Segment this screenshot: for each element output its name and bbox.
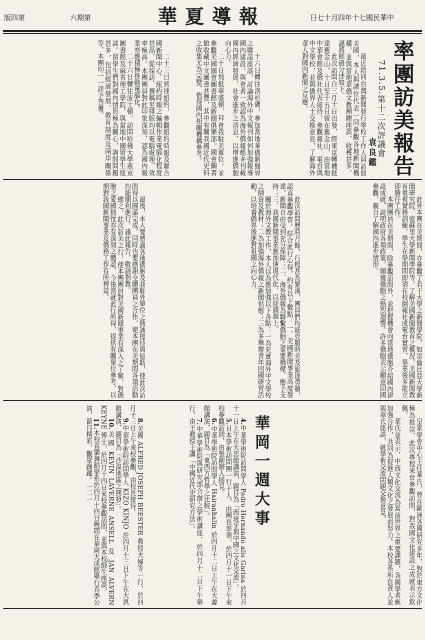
header-rule-thin	[3, 33, 422, 34]
paragraph: 二十三日到達紐約，參觀紐約時報及聯合國新聞中心。紐約時報之編輯作業電腦化程度甚高，從採訪、撰稿至排版均以電腦處理，效率極高。本團團員對此印象深刻，認為國內報業亦應積極推動電腦化。	[132, 40, 169, 176]
list-item: 7.中華學術院與研究部合辦之學術講座，於四月十二日下午舉行，由王教授主講「中國近代史研究方法」。	[187, 405, 203, 605]
news-list	[146, 405, 246, 605]
page-number: 版四第	[4, 14, 25, 22]
paragraph: 此次訪問歷時月餘，行程甚為緊湊，團員們均能克服時差及旅途勞頓，認真參觀學習。綜合此行心得，約有以下數點：一、美國新聞事業高度發達，新聞自由受到充分保障；二、海外僑報為聯繫僑胞之重要橋樑，應予支持；三、我國新聞事業應加速現代化，以迎頭趕上。	[271, 183, 300, 398]
paragraph: 總之，此次訪美之行，使本團團員對美國新聞事業有深入之了解，對僑胞之愛國熱忱亦有深刻之體認。今後當就此行所得，提供有關單位參考，以期對我國新聞事業及僑務工作有所裨益。	[101, 183, 124, 398]
section-rule	[3, 179, 422, 180]
article-author: 袁良鑑	[368, 138, 378, 168]
article-column	[150, 183, 300, 398]
section-rule	[3, 400, 422, 401]
paragraph: 皇家學會中心主任華氏，曾在歐洲各國研究多年，對於東方文化極為推崇，此次專程來台參觀訪問，對我國文化建設之成就表示欽佩。	[400, 405, 422, 605]
masthead: 華夏導報	[157, 6, 266, 28]
issue-number: 六期第	[70, 14, 91, 22]
paragraph: 關於海外文教工作，本人以為應加強以下各點：一為充實海外中文學校之師資及教材；二為加強海外僑報之新聞供應；三為多舉辦青年回國研習活動，以培養僑界後進對祖國之向心力。	[249, 183, 271, 398]
paragraph: 此外本團在美期間，亦參觀了若干大學之新聞學院，如哥倫比亞大學新聞研究院、密蘇里大學新聞學院等，了解美國新聞教育之概況。美國新聞教育重視實務訓練，學生在學期間即須在校園報社或電台實習，畢業後多能立即勝任工作。	[393, 183, 422, 398]
paragraph: 本團團員在美期間，除參觀訪問外，並把握機會向當地僑胞介紹國內建設成就，說明政府各項政策，頗獲僑胞之熱烈迴響。許多僑胞表示願意回國參觀，親自了解國內進步情形。	[371, 183, 393, 398]
list-item: 4.中華學術院訪問學人 Pedro Hernando alis Garina 於四月十一日上午在大忠館講演，題目為「西班牙與中國之文化交流」。	[231, 405, 246, 605]
article-column	[5, 183, 145, 398]
paragraph: 華氏並表示，中西文化交流為當前世界之重要課題，各國學者應加強合作，共同為促進人類文化之發展而努力。本校各系所負責人並與華氏座談，就學術交流問題交換意見。	[378, 405, 401, 605]
paragraph: 此次訪問自三月十日出發，經東京轉機抵達舊金山，十日至十五日留在舊金山，由當地中華會館及僑社代表接待，參觀報社、電台與中文學校，並與僑界人士交換意見，了解海外華人對國內新聞之反應。	[300, 40, 337, 176]
paragraph: 最近陪同台灣新聞發行學校工作人員訪問美國，本人與諸位代表一同參觀各地新聞機構，並與當地華僑文教團體座談，收穫甚多，謹將經過分述如下。	[337, 40, 366, 176]
article-column	[305, 183, 422, 398]
list-item: 6.中華學術院訪問學人 Hairanhalin 於四月十二日上午在大義館講演，題目為「東西方哲學之比較」。	[202, 405, 217, 605]
header-rule	[3, 30, 422, 32]
paragraph: 十六日轉往洛杉磯，參加當地華僑新聞界之聯誼座談，討論海外中文報刊如何加強報導國內建設。與會者一致認為海外僑報應多刊載國內經濟發展、社會進步之消息，以增進僑胞向心力。	[223, 40, 260, 176]
paragraph: 二十六日轉往波士頓，訪問哈佛大學燕京圖書館及麻省理工學院，與當地中國留學生座談。留學生們對國內情形極為關心，詢問問題甚多，包括經濟發展、教育制度及兩岸關係等，本團均一一詳予答覆。	[96, 40, 133, 176]
article-column	[5, 40, 169, 176]
article-column	[320, 405, 422, 605]
paragraph: 二十日飛抵華盛頓，拜會我駐美單位，並參觀美國國會圖書館及新聞俱樂部。國會圖書館收藏中文圖書甚豐，其中有關我國近代史料之收集尤為完整，值得國內相關機構參考。	[194, 40, 224, 176]
list-item: 8.美國 ALFRED JOSEPH BEESTER 教授夫婦等一行，於四月十三日上午來校參觀，由校長接待。	[128, 405, 143, 605]
list-item: 10.美國 KEVIN LAVERNE ANSELL 及 JAN ALVERN KEYNE 博士，於四月十四日來校參觀訪問，並與本校師生座談。	[99, 405, 114, 605]
article-title: 率團訪美報告	[391, 40, 416, 178]
article-column	[172, 40, 260, 176]
article-column	[263, 40, 366, 176]
list-item: 9.中華學術院訪問學人 KIZO KINJO 於四月十三日下午在大恩館講演，題目為「沙漠地區之開發」。	[114, 405, 129, 605]
list-item: 5.日本學術訪問團一行十人，由團長率領，於四月十一日下午來校參觀訪問，由張創辦人接見。	[217, 405, 232, 605]
publication-date: 日七十月四年十七國民華中	[310, 14, 394, 22]
paragraph: 最後，本人要感謝各地僑胞及我駐外單位之熱誠接待與協助，使此次訪問得以圓滿完成。同時也要感謝全體團員之合作，使本團在美期間各項活動均能順利進行。謹此報告，敬請指教。	[123, 183, 145, 398]
news-list	[5, 405, 143, 605]
article-title: 華岡一週大事	[253, 415, 271, 529]
footer-rule	[3, 608, 422, 609]
article-subtitle: 71.3.5.第十二次評議會	[377, 60, 386, 158]
list-item: 11.本校音樂舞蹈學系於四月十四日晚間在華岡大成館舉行春季公演，節目精彩，觀眾踴躍。一二一	[84, 405, 100, 605]
